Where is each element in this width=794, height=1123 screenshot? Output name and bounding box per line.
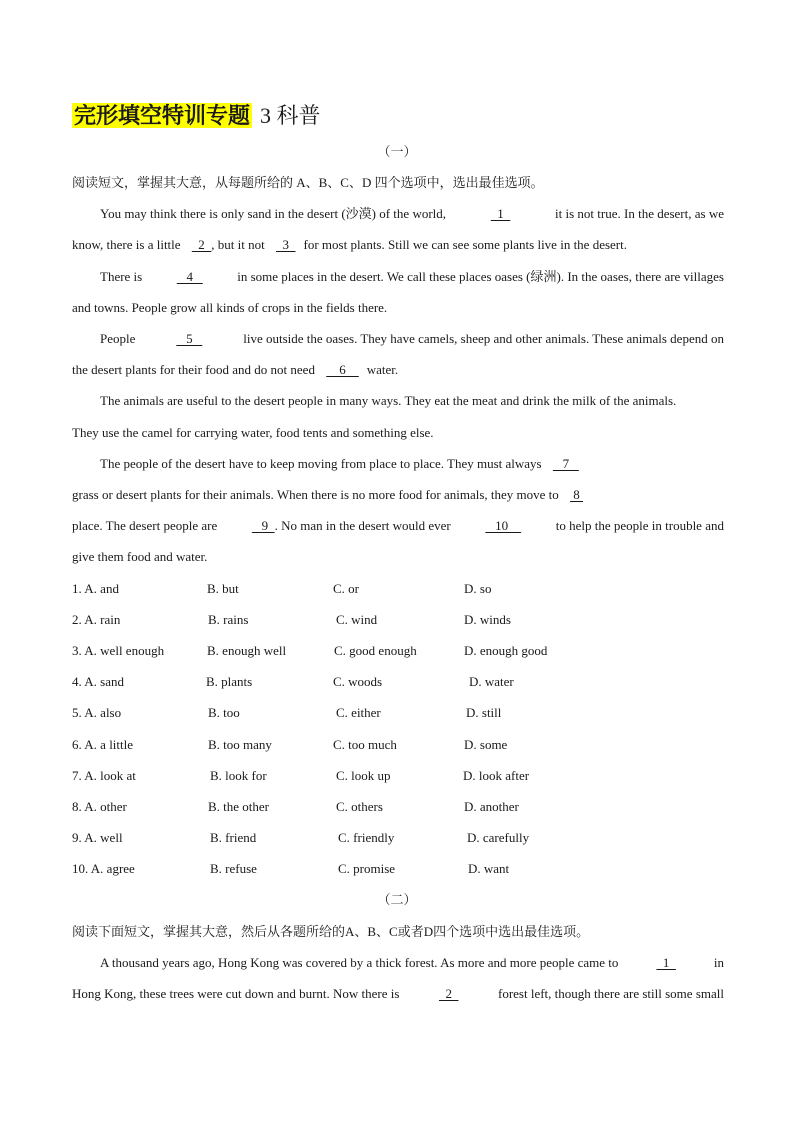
text: to help the people in trouble and: [555, 518, 724, 533]
text: There is: [100, 269, 143, 284]
text: live outside the oases. They have camels, sheep and other animals. These animals depend on: [243, 331, 724, 346]
blank-10: 10: [485, 518, 522, 533]
passage1-line-5: [100, 330, 724, 348]
blank-6: 6: [326, 362, 359, 377]
option-b: B. too: [208, 705, 240, 720]
text: People: [100, 331, 136, 346]
option-b: B. look for: [210, 768, 267, 783]
option-d: D. look after: [463, 768, 530, 783]
passage1-line-3: [100, 268, 724, 286]
option-b: B. too many: [208, 737, 272, 752]
option-a: 10. A. agree: [72, 861, 135, 876]
blank-7: 7: [552, 456, 579, 471]
passage1-line-6: [72, 361, 724, 379]
passage1-line-4: and towns. People grow all kinds of crops in the fields there.: [72, 300, 388, 315]
blank-3: 3: [276, 237, 296, 252]
title-topic: 3 科普: [260, 103, 321, 128]
option-b: B. rains: [208, 612, 249, 627]
option-a: 8. A. other: [72, 799, 127, 814]
option-a: 7. A. look at: [72, 768, 136, 783]
option-a: 5. A. also: [72, 705, 122, 720]
question-2-options: [0, 611, 794, 629]
option-a: 6. A. a little: [72, 737, 134, 752]
passage1-line-7: The animals are useful to the desert people in many ways. They eat the meat and drink the milk of the animals.: [100, 393, 677, 408]
passage1-line-9: [100, 455, 724, 473]
instruction-2: 阅读下面短文，掌握其大意，然后从各题所给的A、B、C或者D四个选项中选出最佳选项。: [72, 924, 590, 939]
option-c: C. woods: [333, 674, 383, 689]
option-b: B. the other: [208, 799, 270, 814]
question-1-options: [0, 580, 794, 598]
page-title: [72, 100, 321, 132]
option-c: C. either: [336, 705, 381, 720]
blank-1: 1: [656, 955, 676, 970]
text: the desert plants for their food and do not need: [72, 362, 315, 377]
blank-5: 5: [176, 331, 203, 346]
option-a: 3. A. well enough: [72, 643, 165, 658]
question-9-options: [0, 829, 794, 847]
text: . No man in the desert would ever: [274, 518, 451, 533]
question-5-options: [0, 704, 794, 722]
question-6-options: [0, 736, 794, 754]
passage1-line-1: [100, 205, 724, 223]
option-b: B. enough well: [207, 643, 287, 658]
question-7-options: [0, 767, 794, 785]
question-3-options: [0, 642, 794, 660]
blank-9: 9: [251, 518, 275, 533]
option-a: 1. A. and: [72, 581, 119, 596]
option-b: B. friend: [210, 830, 257, 845]
option-c: C. or: [333, 581, 359, 596]
passage2-line-2: [72, 985, 724, 1003]
section-label-2: （二）: [377, 892, 417, 907]
text: grass or desert plants for their animals. When there is no more food for animals, they move to: [72, 487, 559, 502]
option-d: D. want: [468, 861, 510, 876]
option-c: C. too much: [333, 737, 397, 752]
option-b: B. plants: [206, 674, 253, 689]
option-d: D. enough good: [464, 643, 548, 658]
text: A thousand years ago, Hong Kong was covered by a thick forest. As more and more people came to: [100, 955, 619, 970]
option-a: 2. A. rain: [72, 612, 121, 627]
blank-4: 4: [176, 269, 203, 284]
option-d: D. so: [464, 581, 492, 596]
text: it is not true. In the desert, as we: [555, 206, 724, 221]
option-d: D. some: [464, 737, 508, 752]
passage1-line-2: [72, 236, 724, 254]
option-c: C. promise: [338, 861, 396, 876]
blank-2: 2: [191, 237, 212, 252]
instruction-1: 阅读短文，掌握其大意，从每题所给的 A、B、C、D 四个选项中，选出最佳选项。: [72, 175, 544, 190]
text: place. The desert people are: [72, 518, 218, 533]
text: The people of the desert have to keep moving from place to place. They must always: [100, 456, 542, 471]
option-a: 9. A. well: [72, 830, 123, 845]
text: You may think there is only sand in the desert (沙漠) of the world,: [100, 206, 447, 221]
passage1-line-12: give them food and water.: [72, 549, 208, 564]
text: in some places in the desert. We call these places oases (绿洲). In the oases, there are villages: [237, 269, 724, 284]
blank-1: 1: [490, 206, 511, 221]
question-4-options: [0, 673, 794, 691]
section-label-1: （一）: [377, 144, 417, 159]
title-highlight: 完形填空特训专题: [74, 103, 251, 128]
passage1-line-8: They use the camel for carrying water, food tents and something else.: [72, 425, 434, 440]
text: for most plants. Still we can see some plants live in the desert.: [303, 237, 627, 252]
text: forest left, though there are still some small: [497, 986, 724, 1001]
option-c: C. others: [336, 799, 383, 814]
option-d: D. winds: [464, 612, 511, 627]
option-c: C. good enough: [334, 643, 417, 658]
option-b: B. but: [207, 581, 239, 596]
option-c: C. look up: [336, 768, 391, 783]
blank-2: 2: [438, 986, 459, 1001]
text: Hong Kong, these trees were cut down and burnt. Now there is: [72, 986, 400, 1001]
option-d: D. carefully: [467, 830, 530, 845]
option-c: C. wind: [336, 612, 378, 627]
text: know, there is a little: [72, 237, 181, 252]
passage1-line-10: [72, 486, 724, 504]
blank-8: 8: [570, 487, 584, 502]
text: water.: [366, 362, 399, 377]
text: , but it not: [211, 237, 265, 252]
passage1-line-11: [72, 517, 724, 535]
option-d: D. still: [466, 705, 502, 720]
option-b: B. refuse: [210, 861, 257, 876]
question-10-options: [0, 860, 794, 878]
question-8-options: [0, 798, 794, 816]
option-a: 4. A. sand: [72, 674, 124, 689]
option-d: D. another: [464, 799, 519, 814]
text: in: [713, 955, 724, 970]
passage2-line-1: [100, 954, 724, 972]
option-d: D. water: [469, 674, 514, 689]
option-c: C. friendly: [338, 830, 395, 845]
